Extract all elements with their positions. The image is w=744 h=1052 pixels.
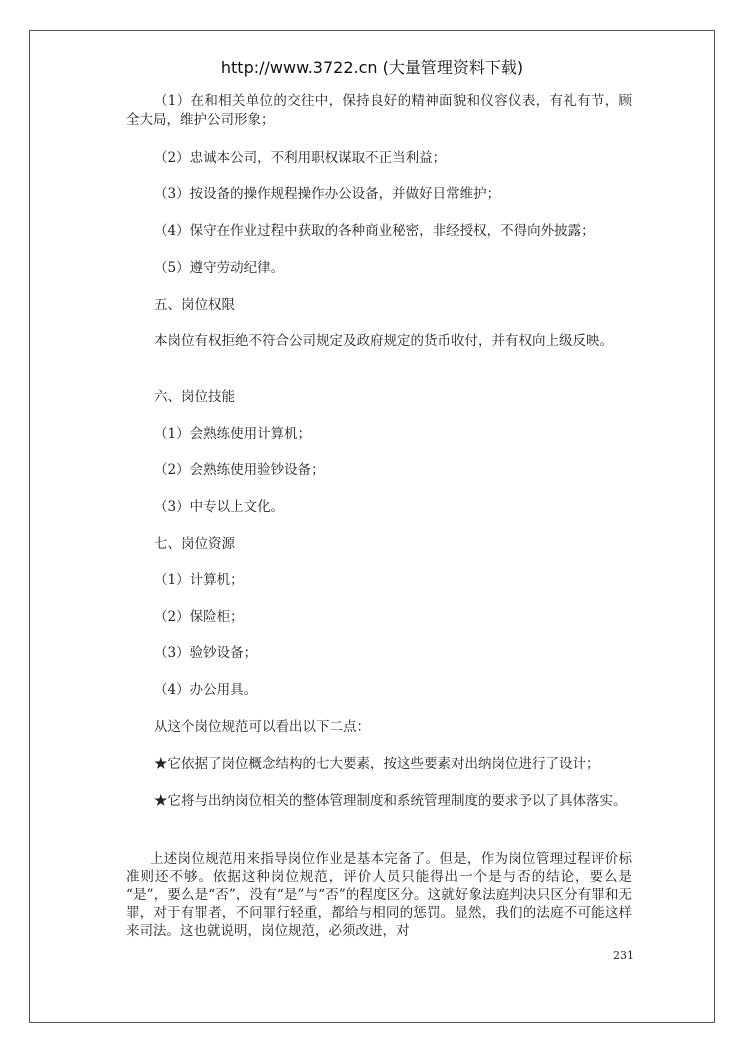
paragraph-3: （3）按设备的操作规程操作办公设备，并做好日常维护； xyxy=(154,186,501,202)
paragraph-5: （5）遵守劳动纪律。 xyxy=(154,260,285,276)
paragraph-6: 本岗位有权拒绝不符合公司规定及政府规定的货币收付，并有权向上级反映。 xyxy=(154,333,613,349)
paragraph-2: （2）忠诚本公司，不利用职权谋取不正当利益； xyxy=(154,150,447,166)
paragraph-10: （1）计算机； xyxy=(154,572,244,588)
paragraph-11: （2）保险柜； xyxy=(154,609,244,625)
paragraph-12: （3）验钞设备； xyxy=(154,645,258,661)
paragraph-final: 上述岗位规范用来指导岗位作业是基本完备了。但是，作为岗位管理过程评价标准则还不够。依据这种岗位规范，评价人员只能得出一个是与否的结论，要么是 “是”，要么是“否”，没有“是”与“否”的程度区分。这就好象法庭判决只区分有罪和无罪，对于有罪者，不问罪行轻重，都给与相同的惩罚。显然，我们的法庭不可能这样来司法。这也就说明，岗位规范，必须改进，对 xyxy=(126,851,632,939)
bullet-point-2: ★它将与出纳岗位相关的整体管理制度和系统管理制度的要求予以了具体落实。 xyxy=(154,793,627,809)
paragraph-1: （1）在和相关单位的交往中，保持良好的精神面貌和仪容仪表，有礼有节，顾全大局，维护公司形象； xyxy=(126,93,632,128)
header-url: http://www.3722.cn (大量管理资料下载) xyxy=(220,58,524,77)
bullet-point-1: ★它依据了岗位概念结构的七大要素，按这些要素对出纳岗位进行了设计； xyxy=(154,756,600,772)
page-number: 231 xyxy=(613,949,634,962)
paragraph-13: （4）办公用具。 xyxy=(154,682,258,698)
paragraph-14: 从这个岗位规范可以看出以下二点： xyxy=(154,719,370,735)
paragraph-7: （1）会熟练使用计算机； xyxy=(154,426,312,442)
section-heading-5: 五、岗位权限 xyxy=(154,297,235,313)
section-heading-7: 七、岗位资源 xyxy=(154,536,235,552)
paragraph-4: （4）保守在作业过程中获取的各种商业秘密，非经授权，不得向外披露； xyxy=(154,223,595,239)
section-heading-6: 六、岗位技能 xyxy=(154,389,235,405)
paragraph-8: （2）会熟练使用验钞设备； xyxy=(154,462,325,478)
paragraph-9: （3）中专以上文化。 xyxy=(154,499,285,515)
